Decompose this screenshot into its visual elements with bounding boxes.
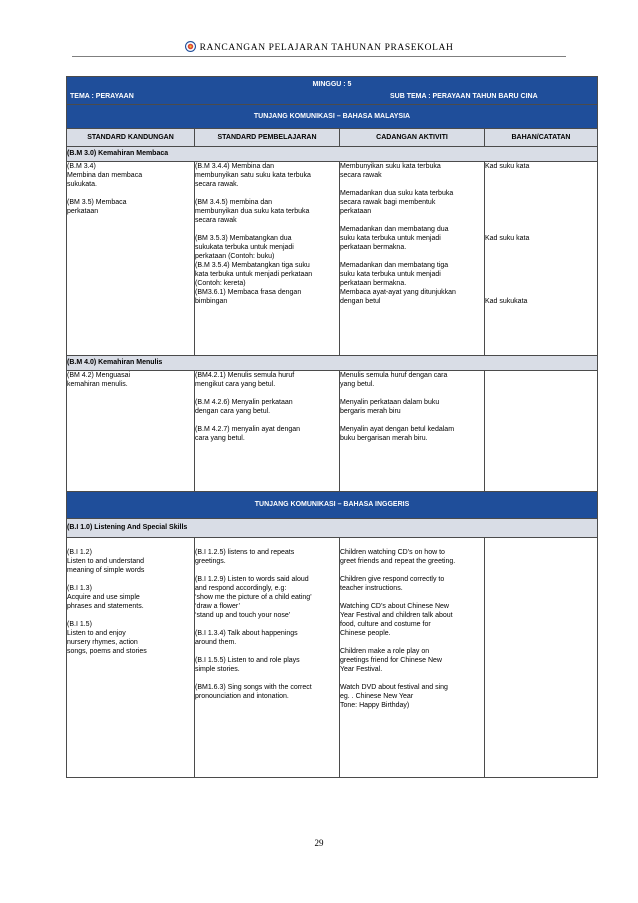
text-block: (BM1.6.3) Sing songs with the correct pronounciation and intonation. [195, 684, 312, 700]
week-label: MINGGU : 5 [312, 81, 352, 88]
text-block: (BM4.2.1) Menulis semula huruf mengikut cara yang betul. [195, 372, 295, 388]
text-block: (B.I 1.2.5) listens to and repeats greetings. [195, 549, 295, 565]
learning-standard-cell [195, 162, 340, 356]
learning-standard-cell [195, 538, 340, 778]
text-block: Children watching CD’s on how to greet friends and repeat the greeting. [340, 549, 456, 565]
section-bm-membaca: (B.M 3.0) Kemahiran Membaca [67, 147, 598, 162]
theme-label: TEMA : PERAYAAN [70, 93, 134, 100]
text-block: Watch DVD about festival and sing eg. . Chinese New Year Tone: Happy Birthday) [340, 684, 448, 709]
text-block: (BM 3.4.5) membina dan membunyikan dua suku kata terbuka secara rawak [195, 199, 310, 224]
col-standard-pembelajaran: STANDARD PEMBELAJARAN [195, 129, 340, 147]
bi-pillar-header: TUNJANG KOMUNIKASI – BAHASA INGGERIS [67, 492, 598, 519]
text-block: Memadankan dua suku kata terbuka secara rawak bagi membentuk perkataan [340, 190, 454, 215]
activity-cell [340, 371, 485, 492]
material-item: Kad suku kata [485, 235, 530, 242]
text-block: (B.I 1.5.5) Listen to and role plays simple stories. [195, 657, 300, 673]
table-row [67, 538, 598, 778]
activity-cell [340, 538, 485, 778]
learning-standard-cell [195, 371, 340, 492]
text-block: Children make a role play on greetings friend for Chinese New Year Festival. [340, 648, 442, 673]
col-standard-kandungan: STANDARD KANDUNGAN [67, 129, 195, 147]
theme-header [67, 77, 598, 105]
header-rule [72, 56, 566, 57]
lesson-plan-table [66, 76, 598, 778]
text-block: (B.I 1.5) Listen to and enjoy nursery rhymes, action songs, poems and stories [67, 621, 147, 655]
materials-cell [485, 371, 598, 492]
material-item: Kad suku kata [485, 163, 530, 170]
text-block: Watching CD’s about Chinese New Year Festival and children talk about food, culture and costume for Chinese people. [340, 603, 453, 637]
text-block: (BM 3.5.3) Membatangkan dua sukukata terbuka untuk menjadi perkataan (Contoh: buku) [195, 235, 294, 260]
text-block: Memadankan dan membatang dua suku kata terbuka untuk menjadi perkataan bermakna. [340, 226, 449, 251]
text-block: Memadankan dan membatang tiga suku kata terbuka untuk menjadi perkataan bermakna. [340, 262, 449, 287]
content-standard-cell [67, 162, 195, 356]
text-block: Menyalin ayat dengan betul kedalam buku bergarisan merah biru. [340, 426, 455, 442]
material-item: Kad sukukata [485, 298, 528, 305]
text-block: (B.I 1.3.4) Talk about happenings around them. [195, 630, 298, 646]
materials-cell [485, 538, 598, 778]
page-number: 29 [314, 838, 324, 848]
column-header-row [67, 129, 598, 147]
text-block: Children give respond correctly to teacher instructions. [340, 576, 445, 592]
text-block: (BM3.6.1) Membaca frasa dengan bimbingan [195, 289, 302, 305]
document-title: RANCANGAN PELAJARAN TAHUNAN PRASEKOLAH [199, 43, 454, 53]
section-bm-menulis: (B.M 4.0) Kemahiran Menulis [67, 356, 598, 371]
col-bahan-catatan: BAHAN/CATATAN [485, 129, 598, 147]
text-block: (B.M 4.2.6) Menyalin perkataan dengan cara yang betul. [195, 399, 293, 415]
bm-pillar-header: TUNJANG KOMUNIKASI – BAHASA MALAYSIA [67, 105, 598, 129]
subtheme-label: SUB TEMA : PERAYAAN TAHUN BARU CINA [390, 93, 538, 100]
col-cadangan-aktiviti: CADANGAN AKTIVITI [340, 129, 485, 147]
text-block: Membunyikan suku kata terbuka secara rawak [340, 163, 441, 179]
text-block: (B.I 1.2.9) Listen to words said aloud and respond accordingly, e.g: ‘show me the picture of a child eating’ ‘draw a flower’ ‘stand up and touch your nose’ [195, 576, 312, 619]
crest-icon [185, 41, 196, 52]
text-block: (B.M 3.4) Membina dan membaca sukukata. [67, 163, 143, 188]
page-header [0, 41, 638, 53]
text-block: (B.I 1.2) Listen to and understand meaning of simple words [67, 549, 145, 574]
materials-cell [485, 162, 598, 356]
text-block: Membaca ayat-ayat yang ditunjukkan dengan betul [340, 289, 456, 305]
text-block: (B.M 4.2.7) menyalin ayat dengan cara yang betul. [195, 426, 301, 442]
text-block: (B.I 1.3) Acquire and use simple phrases and statements. [67, 585, 144, 610]
text-block: (BM 3.5) Membaca perkataan [67, 199, 127, 215]
activity-cell [340, 162, 485, 356]
text-block: Menulis semula huruf dengan cara yang betul. [340, 372, 448, 388]
section-bi-listening: (B.I 1.0) Listening And Special Skills [67, 519, 598, 538]
text-block: (B.M 3.5.4) Membatangkan tiga suku kata terbuka untuk menjadi perkataan (Contoh: kereta) [195, 262, 313, 287]
text-block: (B.M 3.4.4) Membina dan membunyikan satu suku kata terbuka secara rawak. [195, 163, 311, 188]
text-block: Menyalin perkataan dalam buku bergaris merah biru [340, 399, 440, 415]
content-standard-cell [67, 538, 195, 778]
table-row [67, 162, 598, 356]
table-row [67, 371, 598, 492]
content-standard-cell: (BM 4.2) Menguasai kemahiran menulis. [67, 371, 195, 492]
